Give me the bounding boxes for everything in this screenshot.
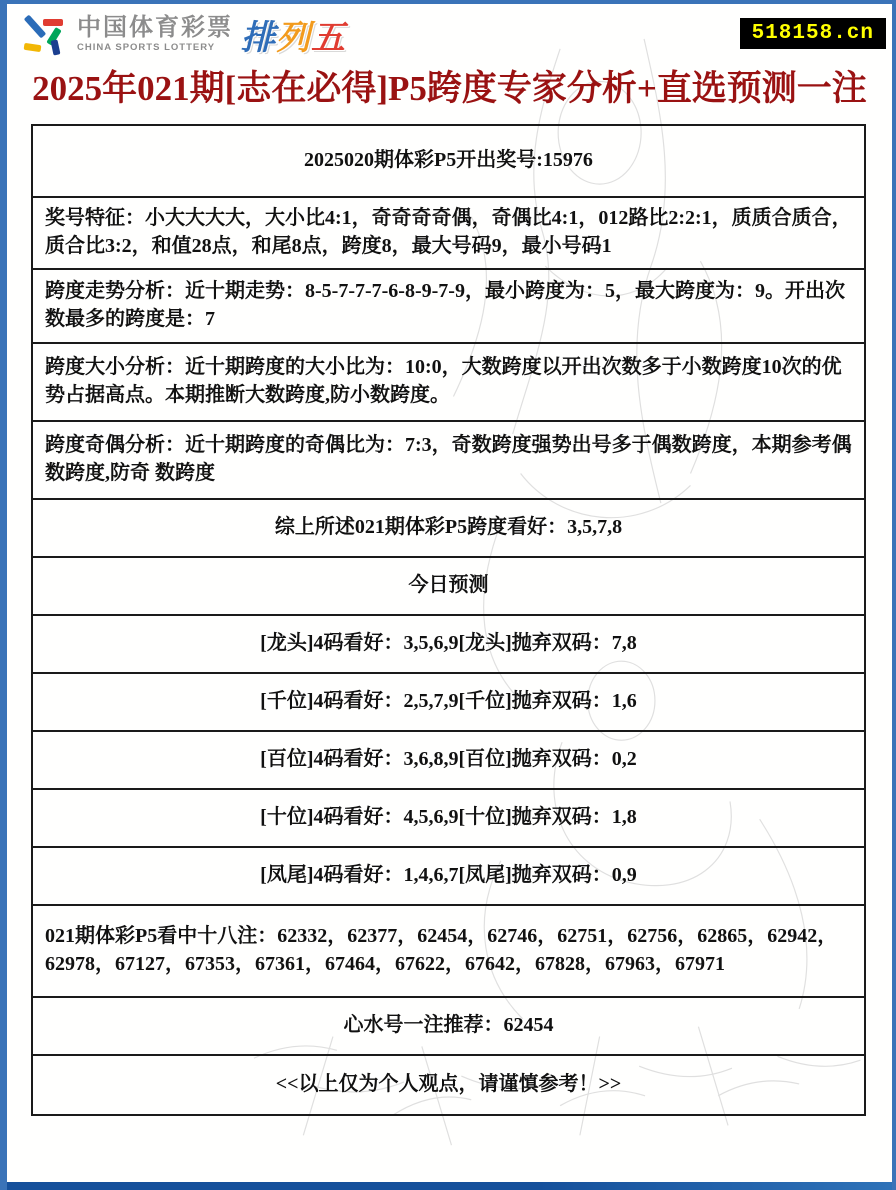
row-longtou-text: [龙头]4码看好：3,5,6,9[龙头]抛弃双码：7,8 xyxy=(260,632,637,655)
row-span-parity-analysis xyxy=(33,420,864,498)
site-url-badge: 518158.cn xyxy=(740,18,886,49)
row-span-size-analysis xyxy=(33,342,864,420)
row-today-prediction-header xyxy=(33,556,864,614)
bottom-bar xyxy=(7,1182,892,1190)
row-fengwei-picks xyxy=(33,846,864,904)
logo-stroke-navy xyxy=(51,39,61,55)
row-longtou-picks xyxy=(33,614,864,672)
game-char-wu: 五 xyxy=(311,18,346,57)
row-eighteen-picks xyxy=(33,904,864,996)
logo-stroke-yellow xyxy=(24,43,42,52)
game-char-pai: 排 xyxy=(241,18,276,57)
row-fengwei-text: [凤尾]4码看好：1,4,6,7[凤尾]抛弃双码：0,9 xyxy=(260,864,637,887)
row-eighteen-picks-text: 021期体彩P5看中十八注：62332，62377，62454，62746，62751，62756，62865，62942，62978，67127，67353，67361，67464，67622，67642，67828，67963，67971 xyxy=(45,925,838,975)
row-span-conclusion-text: 综上所述021期体彩P5跨度看好：3,5,7,8 xyxy=(274,516,623,539)
row-disclaimer xyxy=(33,1054,864,1114)
row-shiwei-text: [十位]4码看好：4,5,6,9[十位]抛弃双码：1,8 xyxy=(260,806,637,829)
row-span-conclusion xyxy=(33,498,864,556)
header xyxy=(7,4,892,62)
row-span-size-text: 跨度大小分析：近十期跨度的大小比为：10:0，大数跨度以开出次数多于小数跨度10次的优势占据高点。本期推断大数跨度,防小数跨度。 xyxy=(45,356,842,406)
row-lucky-number xyxy=(33,996,864,1054)
page-title: 2025年021期[志在必得]P5跨度专家分析+直选预测一注 xyxy=(32,69,867,108)
row-span-parity-text: 跨度奇偶分析：近十期跨度的奇偶比为：7:3，奇数跨度强势出号多于偶数跨度，本期参考偶数跨度,防奇 数跨度 xyxy=(45,434,852,484)
row-baiwei-text: [百位]4码看好：3,6,8,9[百位]抛弃双码：0,2 xyxy=(260,748,637,771)
brand-name-cn: 中国体育彩票 xyxy=(77,13,233,41)
row-award-number-text: 2025020期体彩P5开出奖号:15976 xyxy=(304,149,593,172)
row-baiwei-picks xyxy=(33,730,864,788)
brand-block xyxy=(77,13,233,53)
row-qianwei-text: [千位]4码看好：2,5,7,9[千位]抛弃双码：1,6 xyxy=(260,690,637,713)
logo-stroke-red xyxy=(43,19,63,26)
row-award-number xyxy=(33,126,864,196)
game-name-pailiewu xyxy=(241,10,346,59)
row-today-prediction-text: 今日预测 xyxy=(408,574,489,597)
row-lucky-number-text: 心水号一注推荐：62454 xyxy=(343,1014,554,1037)
row-shiwei-picks xyxy=(33,788,864,846)
row-span-trend-analysis xyxy=(33,268,864,342)
china-sports-lottery-logo-icon xyxy=(21,11,67,57)
brand-name-en: CHINA SPORTS LOTTERY xyxy=(77,41,216,53)
row-span-trend-text: 跨度走势分析：近十期走势：8-5-7-7-7-6-8-9-7-9，最小跨度为：5，最大跨度为：9。开出次数最多的跨度是：7 xyxy=(45,280,845,330)
analysis-table xyxy=(31,124,866,1116)
row-disclaimer-text: <<以上仅为个人观点，请谨慎参考！>> xyxy=(275,1073,622,1096)
row-number-features-text: 奖号特征：小大大大大，大小比4:1，奇奇奇奇偶，奇偶比4:1，012路比2:2:1，质质合质合，质合比3:2，和值28点，和尾8点，跨度8，最大号码9，最小号码1 xyxy=(45,207,852,257)
row-qianwei-picks xyxy=(33,672,864,730)
logo-stroke-blue xyxy=(24,14,47,38)
game-char-lie: 列 xyxy=(276,18,311,57)
row-number-features xyxy=(33,196,864,268)
